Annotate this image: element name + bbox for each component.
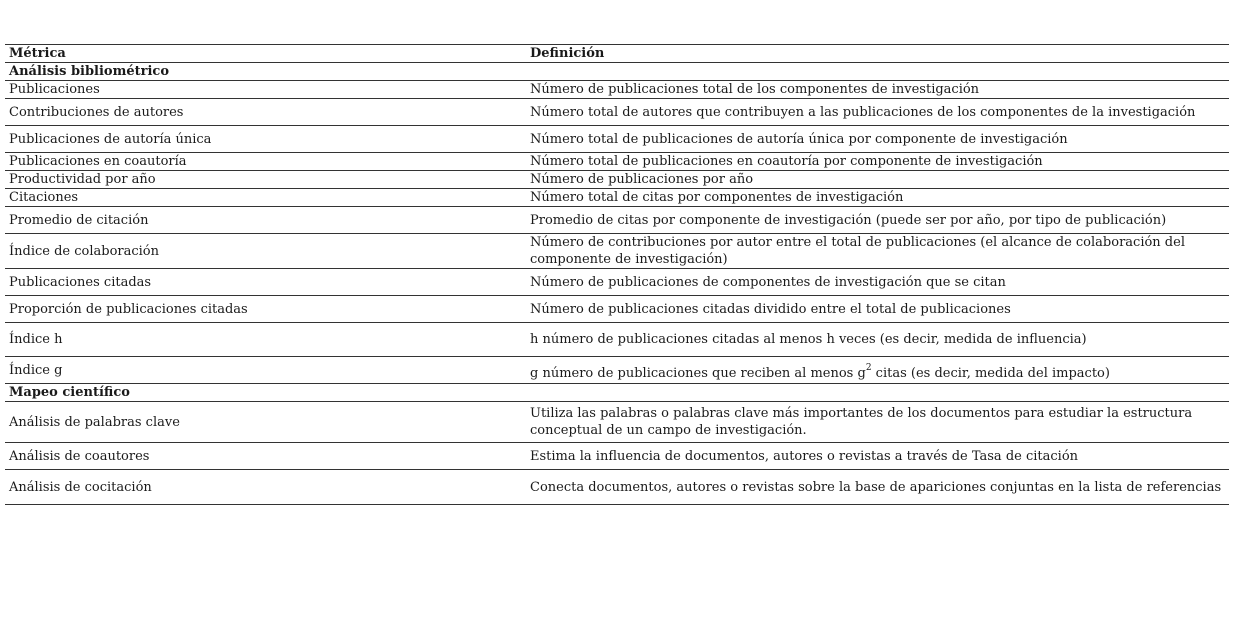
metrics-table — [5, 44, 1229, 505]
section-row — [5, 384, 1229, 402]
table-row — [5, 126, 1229, 153]
metric-cell: Publicaciones en coautoría — [5, 153, 526, 171]
section-row — [5, 63, 1229, 81]
metric-cell: Contribuciones de autores — [5, 99, 526, 126]
section-title: Análisis bibliométrico — [5, 63, 526, 81]
definition-cell: Número total de autores que contribuyen a las publicaciones de los componentes de la investigación — [526, 99, 1229, 126]
table-row — [5, 323, 1229, 357]
definition-cell: Número de publicaciones de componentes de investigación que se citan — [526, 269, 1229, 296]
definition-cell: Número de contribuciones por autor entre el total de publicaciones (el alcance de colaboración del componente de investigación) — [526, 234, 1229, 269]
definition-cell: Número de publicaciones total de los componentes de investigación — [526, 81, 1229, 99]
definition-cell: Número de publicaciones por año — [526, 171, 1229, 189]
metric-cell: Análisis de coautores — [5, 443, 526, 470]
definition-cell — [526, 357, 1229, 384]
superscript: 2 — [865, 363, 872, 373]
table-row — [5, 189, 1229, 207]
definition-cell: Número total de citas por componentes de investigación — [526, 189, 1229, 207]
metric-cell: Productividad por año — [5, 171, 526, 189]
table-row — [5, 99, 1229, 126]
table-row — [5, 207, 1229, 234]
definition-cell: Número total de publicaciones en coautoría por componente de investigación — [526, 153, 1229, 171]
metric-cell: Promedio de citación — [5, 207, 526, 234]
metric-cell: Índice g — [5, 357, 526, 384]
table-row — [5, 269, 1229, 296]
metric-cell: Proporción de publicaciones citadas — [5, 296, 526, 323]
table-row — [5, 357, 1229, 384]
table-row — [5, 153, 1229, 171]
section-title: Mapeo científico — [5, 384, 526, 402]
metric-cell: Publicaciones — [5, 81, 526, 99]
metric-cell: Análisis de palabras clave — [5, 402, 526, 443]
definition-cell: Promedio de citas por componente de investigación (puede ser por año, por tipo de publicación) — [526, 207, 1229, 234]
definition-cell: Número de publicaciones citadas dividido entre el total de publicaciones — [526, 296, 1229, 323]
table-row — [5, 81, 1229, 99]
definition-cell: Estima la influencia de documentos, autores o revistas a través de Tasa de citación — [526, 443, 1229, 470]
definition-cell: h número de publicaciones citadas al menos h veces (es decir, medida de influencia) — [526, 323, 1229, 357]
metric-cell: Citaciones — [5, 189, 526, 207]
definition-text-after: citas (es decir, medida del impacto) — [871, 366, 1110, 381]
definition-cell: Utiliza las palabras o palabras clave más importantes de los documentos para estudiar la estructura conceptual de un campo de investigación. — [526, 402, 1229, 443]
metric-cell: Publicaciones citadas — [5, 269, 526, 296]
table-row — [5, 234, 1229, 269]
table-row — [5, 443, 1229, 470]
header-row — [5, 45, 1229, 63]
metric-cell: Análisis de cocitación — [5, 470, 526, 505]
table-row — [5, 470, 1229, 505]
definition-cell: Conecta documentos, autores o revistas sobre la base de apariciones conjuntas en la lista de referencias — [526, 470, 1229, 505]
column-header-metric: Métrica — [5, 45, 526, 63]
metric-cell: Índice h — [5, 323, 526, 357]
table-row — [5, 296, 1229, 323]
table-row — [5, 171, 1229, 189]
table-row — [5, 402, 1229, 443]
definition-cell: Número total de publicaciones de autoría única por componente de investigación — [526, 126, 1229, 153]
metric-cell: Índice de colaboración — [5, 234, 526, 269]
column-header-definition: Definición — [526, 45, 1229, 63]
definition-text: g número de publicaciones que reciben al menos g — [530, 366, 866, 381]
metric-cell: Publicaciones de autoría única — [5, 126, 526, 153]
